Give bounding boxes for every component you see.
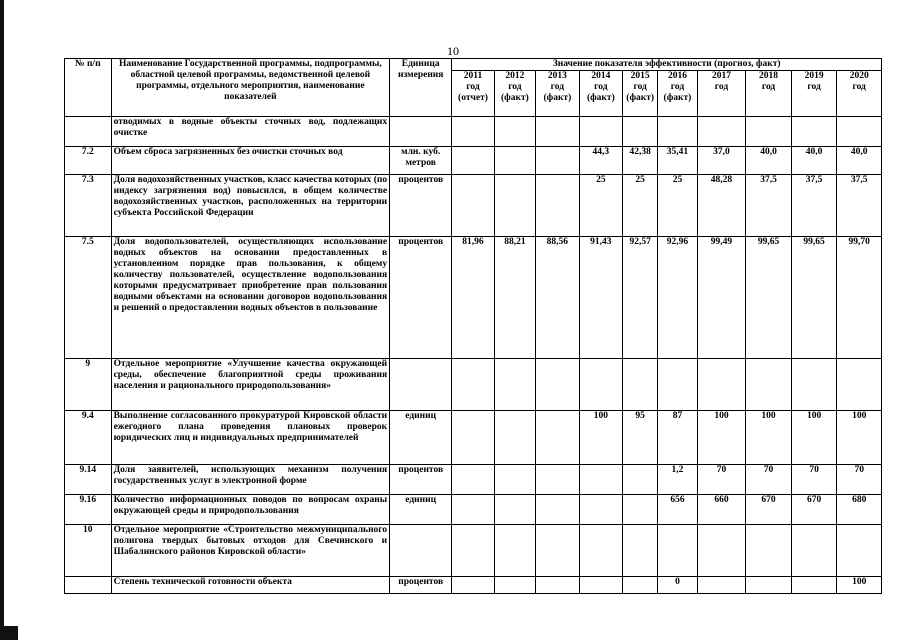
row-value — [579, 359, 622, 411]
row-value: 680 — [837, 495, 882, 525]
row-value — [579, 577, 622, 594]
row-unit — [390, 525, 452, 577]
table-row — [65, 465, 882, 495]
header-year-label: 2016 — [667, 71, 687, 81]
header-year-2011 — [452, 71, 494, 117]
row-value: 48,28 — [697, 175, 746, 237]
row-value: 670 — [791, 495, 837, 525]
row-name: Отдельное мероприятие «Строительство межмуниципального полигона твердых бытовых отходов для Свечинского и Шабалинского районов Кировской области» — [111, 525, 390, 577]
row-value — [658, 359, 697, 411]
table-row — [65, 147, 882, 175]
row-num: 9.16 — [65, 495, 112, 525]
row-value — [697, 117, 746, 147]
row-value: 92,96 — [658, 237, 697, 359]
row-value: 25 — [658, 175, 697, 237]
header-year-sub: год — [807, 82, 821, 92]
header-year-sub: год (факт) — [501, 82, 529, 103]
scan-edge-mark — [0, 0, 4, 640]
header-unit: Единица измерения — [390, 59, 452, 117]
row-value — [658, 525, 697, 577]
row-value: 70 — [746, 465, 792, 495]
row-value: 100 — [697, 411, 746, 465]
row-value — [623, 359, 658, 411]
row-value: 100 — [837, 411, 882, 465]
row-num: 7.2 — [65, 147, 112, 175]
row-value: 0 — [658, 577, 697, 594]
row-value — [452, 359, 494, 411]
row-value — [697, 525, 746, 577]
header-year-2013 — [536, 71, 579, 117]
row-value: 100 — [837, 577, 882, 594]
row-value: 656 — [658, 495, 697, 525]
header-year-label: 2015 — [630, 71, 650, 81]
row-unit: единиц — [390, 411, 452, 465]
row-value — [536, 495, 579, 525]
header-year-sub: год — [714, 82, 729, 92]
row-value: 100 — [791, 411, 837, 465]
table-header — [65, 59, 882, 117]
row-value: 92,57 — [623, 237, 658, 359]
row-name: Количество информационных поводов по вопросам охраны окружающей среды и природопользования — [111, 495, 390, 525]
table-row — [65, 525, 882, 577]
row-value — [623, 495, 658, 525]
row-name: Доля водопользователей, осуществляющих использование водных объектов на основании предоставленных в установленном порядке прав пользования, к общему количеству пользователей, осуществление водопользования которыми предусматривает приобретение прав пользования водными объектами на основании договоров водопользования и решений о предоставлении водных объектов в пользование — [111, 237, 390, 359]
header-value-group: Значение показателя эффективности (прогноз, факт) — [452, 59, 882, 71]
row-unit: процентов — [390, 237, 452, 359]
row-unit: процентов — [390, 175, 452, 237]
row-value — [452, 525, 494, 577]
row-value: 1,2 — [658, 465, 697, 495]
row-value: 37,0 — [697, 147, 746, 175]
row-value — [494, 147, 535, 175]
row-unit: процентов — [390, 465, 452, 495]
row-name: Доля заявителей, использующих механизм получения государственных услуг в электронной форме — [111, 465, 390, 495]
row-value — [579, 465, 622, 495]
row-value — [494, 411, 535, 465]
row-value: 70 — [837, 465, 882, 495]
efficiency-indicators-table — [64, 58, 882, 594]
header-num: № п/п — [65, 59, 112, 117]
row-num: 10 — [65, 525, 112, 577]
table-body — [65, 117, 882, 594]
row-value — [623, 117, 658, 147]
row-value: 35,41 — [658, 147, 697, 175]
row-value — [536, 147, 579, 175]
row-value — [658, 117, 697, 147]
row-value — [536, 525, 579, 577]
header-name: Наименование Государственной программы, подпрограммы, областной целевой программы, ведомственной целевой программы, отдельного мероприятия, наименование показателей — [111, 59, 390, 117]
header-year-label: 2011 — [463, 71, 483, 81]
row-unit — [390, 117, 452, 147]
row-value: 81,96 — [452, 237, 494, 359]
row-value — [697, 359, 746, 411]
row-value: 42,38 — [623, 147, 658, 175]
header-year-label: 2017 — [711, 71, 731, 81]
header-year-label: 2018 — [759, 71, 779, 81]
row-name: Доля водохозяйственных участков, класс качества которых (по индексу загрязнения вод) повысился, в общем количестве водохозяйственных участков, расположенных на территории субъекта Российской Федерации — [111, 175, 390, 237]
row-value — [452, 495, 494, 525]
row-value: 99,70 — [837, 237, 882, 359]
row-value — [837, 525, 882, 577]
header-year-2019 — [791, 71, 837, 117]
row-value: 37,5 — [791, 175, 837, 237]
page-number: 10 — [447, 44, 459, 58]
row-value: 40,0 — [746, 147, 792, 175]
row-value — [494, 359, 535, 411]
row-value: 99,49 — [697, 237, 746, 359]
row-value: 670 — [746, 495, 792, 525]
row-value — [494, 495, 535, 525]
row-value: 37,5 — [837, 175, 882, 237]
row-value — [746, 525, 792, 577]
row-value: 70 — [791, 465, 837, 495]
scan-corner-mark — [0, 626, 18, 640]
header-year-sub: год (факт) — [586, 82, 615, 103]
row-value: 88,56 — [536, 237, 579, 359]
row-value — [746, 577, 792, 594]
row-value — [837, 117, 882, 147]
row-value — [494, 577, 535, 594]
header-year-2020 — [837, 71, 882, 117]
header-year-2012 — [494, 71, 535, 117]
row-value — [452, 117, 494, 147]
row-value — [579, 525, 622, 577]
row-value: 70 — [697, 465, 746, 495]
row-value — [791, 359, 837, 411]
row-unit: единиц — [390, 495, 452, 525]
row-value — [623, 465, 658, 495]
row-value: 88,21 — [494, 237, 535, 359]
row-name: Степень технической готовности объекта — [111, 577, 390, 594]
header-year-2016 — [658, 71, 697, 117]
header-year-label: 2020 — [849, 71, 869, 81]
row-name: Выполнение согласованного прокуратурой Кировской области ежегодного плана проведения плановых проверок юридических лиц и индивидуальных предпринимателей — [111, 411, 390, 465]
header-year-label: 2013 — [547, 71, 567, 81]
row-value: 25 — [623, 175, 658, 237]
table-row — [65, 411, 882, 465]
header-year-sub: год — [761, 82, 776, 92]
row-value — [623, 525, 658, 577]
row-value — [494, 465, 535, 495]
row-value: 37,5 — [746, 175, 792, 237]
header-year-label: 2012 — [505, 71, 525, 81]
row-value: 99,65 — [791, 237, 837, 359]
row-value — [452, 577, 494, 594]
header-year-2014 — [579, 71, 622, 117]
table-row — [65, 359, 882, 411]
header-year-label: 2019 — [804, 71, 824, 81]
row-value — [623, 577, 658, 594]
row-value — [536, 175, 579, 237]
row-value: 44,3 — [579, 147, 622, 175]
row-value — [494, 175, 535, 237]
row-value — [452, 465, 494, 495]
table-row — [65, 495, 882, 525]
row-value — [746, 117, 792, 147]
row-value — [452, 147, 494, 175]
row-name: отводимых в водные объекты сточных вод, подлежащих очистке — [111, 117, 390, 147]
row-value: 40,0 — [791, 147, 837, 175]
header-year-label: 2014 — [591, 71, 611, 81]
header-year-2015 — [623, 71, 658, 117]
row-unit — [390, 359, 452, 411]
row-value: 99,65 — [746, 237, 792, 359]
row-num: 9.4 — [65, 411, 112, 465]
row-value — [791, 577, 837, 594]
row-unit: процентов — [390, 577, 452, 594]
row-value: 660 — [697, 495, 746, 525]
row-value — [494, 525, 535, 577]
header-year-2018 — [746, 71, 792, 117]
header-year-sub: год (факт) — [626, 82, 655, 103]
row-value: 100 — [579, 411, 622, 465]
row-value — [494, 117, 535, 147]
row-value: 87 — [658, 411, 697, 465]
row-num — [65, 577, 112, 594]
row-value: 25 — [579, 175, 622, 237]
row-value — [536, 465, 579, 495]
header-year-sub: год — [852, 82, 866, 92]
row-value — [452, 175, 494, 237]
row-value — [579, 117, 622, 147]
table-row — [65, 237, 882, 359]
row-num — [65, 117, 112, 147]
table-row — [65, 175, 882, 237]
row-num: 7.5 — [65, 237, 112, 359]
header-year-sub: год (отчет) — [458, 82, 488, 103]
row-value — [579, 495, 622, 525]
row-value — [697, 577, 746, 594]
row-value — [746, 359, 792, 411]
row-value — [536, 577, 579, 594]
header-year-sub: год (факт) — [543, 82, 572, 103]
row-value: 100 — [746, 411, 792, 465]
row-value: 91,43 — [579, 237, 622, 359]
table-row — [65, 577, 882, 594]
row-num: 7.3 — [65, 175, 112, 237]
row-value — [791, 117, 837, 147]
row-value — [837, 359, 882, 411]
row-value — [536, 117, 579, 147]
row-value — [536, 411, 579, 465]
row-name: Отдельное мероприятие «Улучшение качества окружающей среды, обеспечение благоприятной среды проживания населения и рационального природопользования» — [111, 359, 390, 411]
row-value — [536, 359, 579, 411]
row-value — [452, 411, 494, 465]
row-value: 40,0 — [837, 147, 882, 175]
row-num: 9 — [65, 359, 112, 411]
row-num: 9.14 — [65, 465, 112, 495]
header-year-2017 — [697, 71, 746, 117]
table-row — [65, 117, 882, 147]
header-year-sub: год (факт) — [663, 82, 692, 103]
row-unit: млн. куб. метров — [390, 147, 452, 175]
row-value — [791, 525, 837, 577]
row-name: Объем сброса загрязненных без очистки сточных вод — [111, 147, 390, 175]
row-value: 95 — [623, 411, 658, 465]
